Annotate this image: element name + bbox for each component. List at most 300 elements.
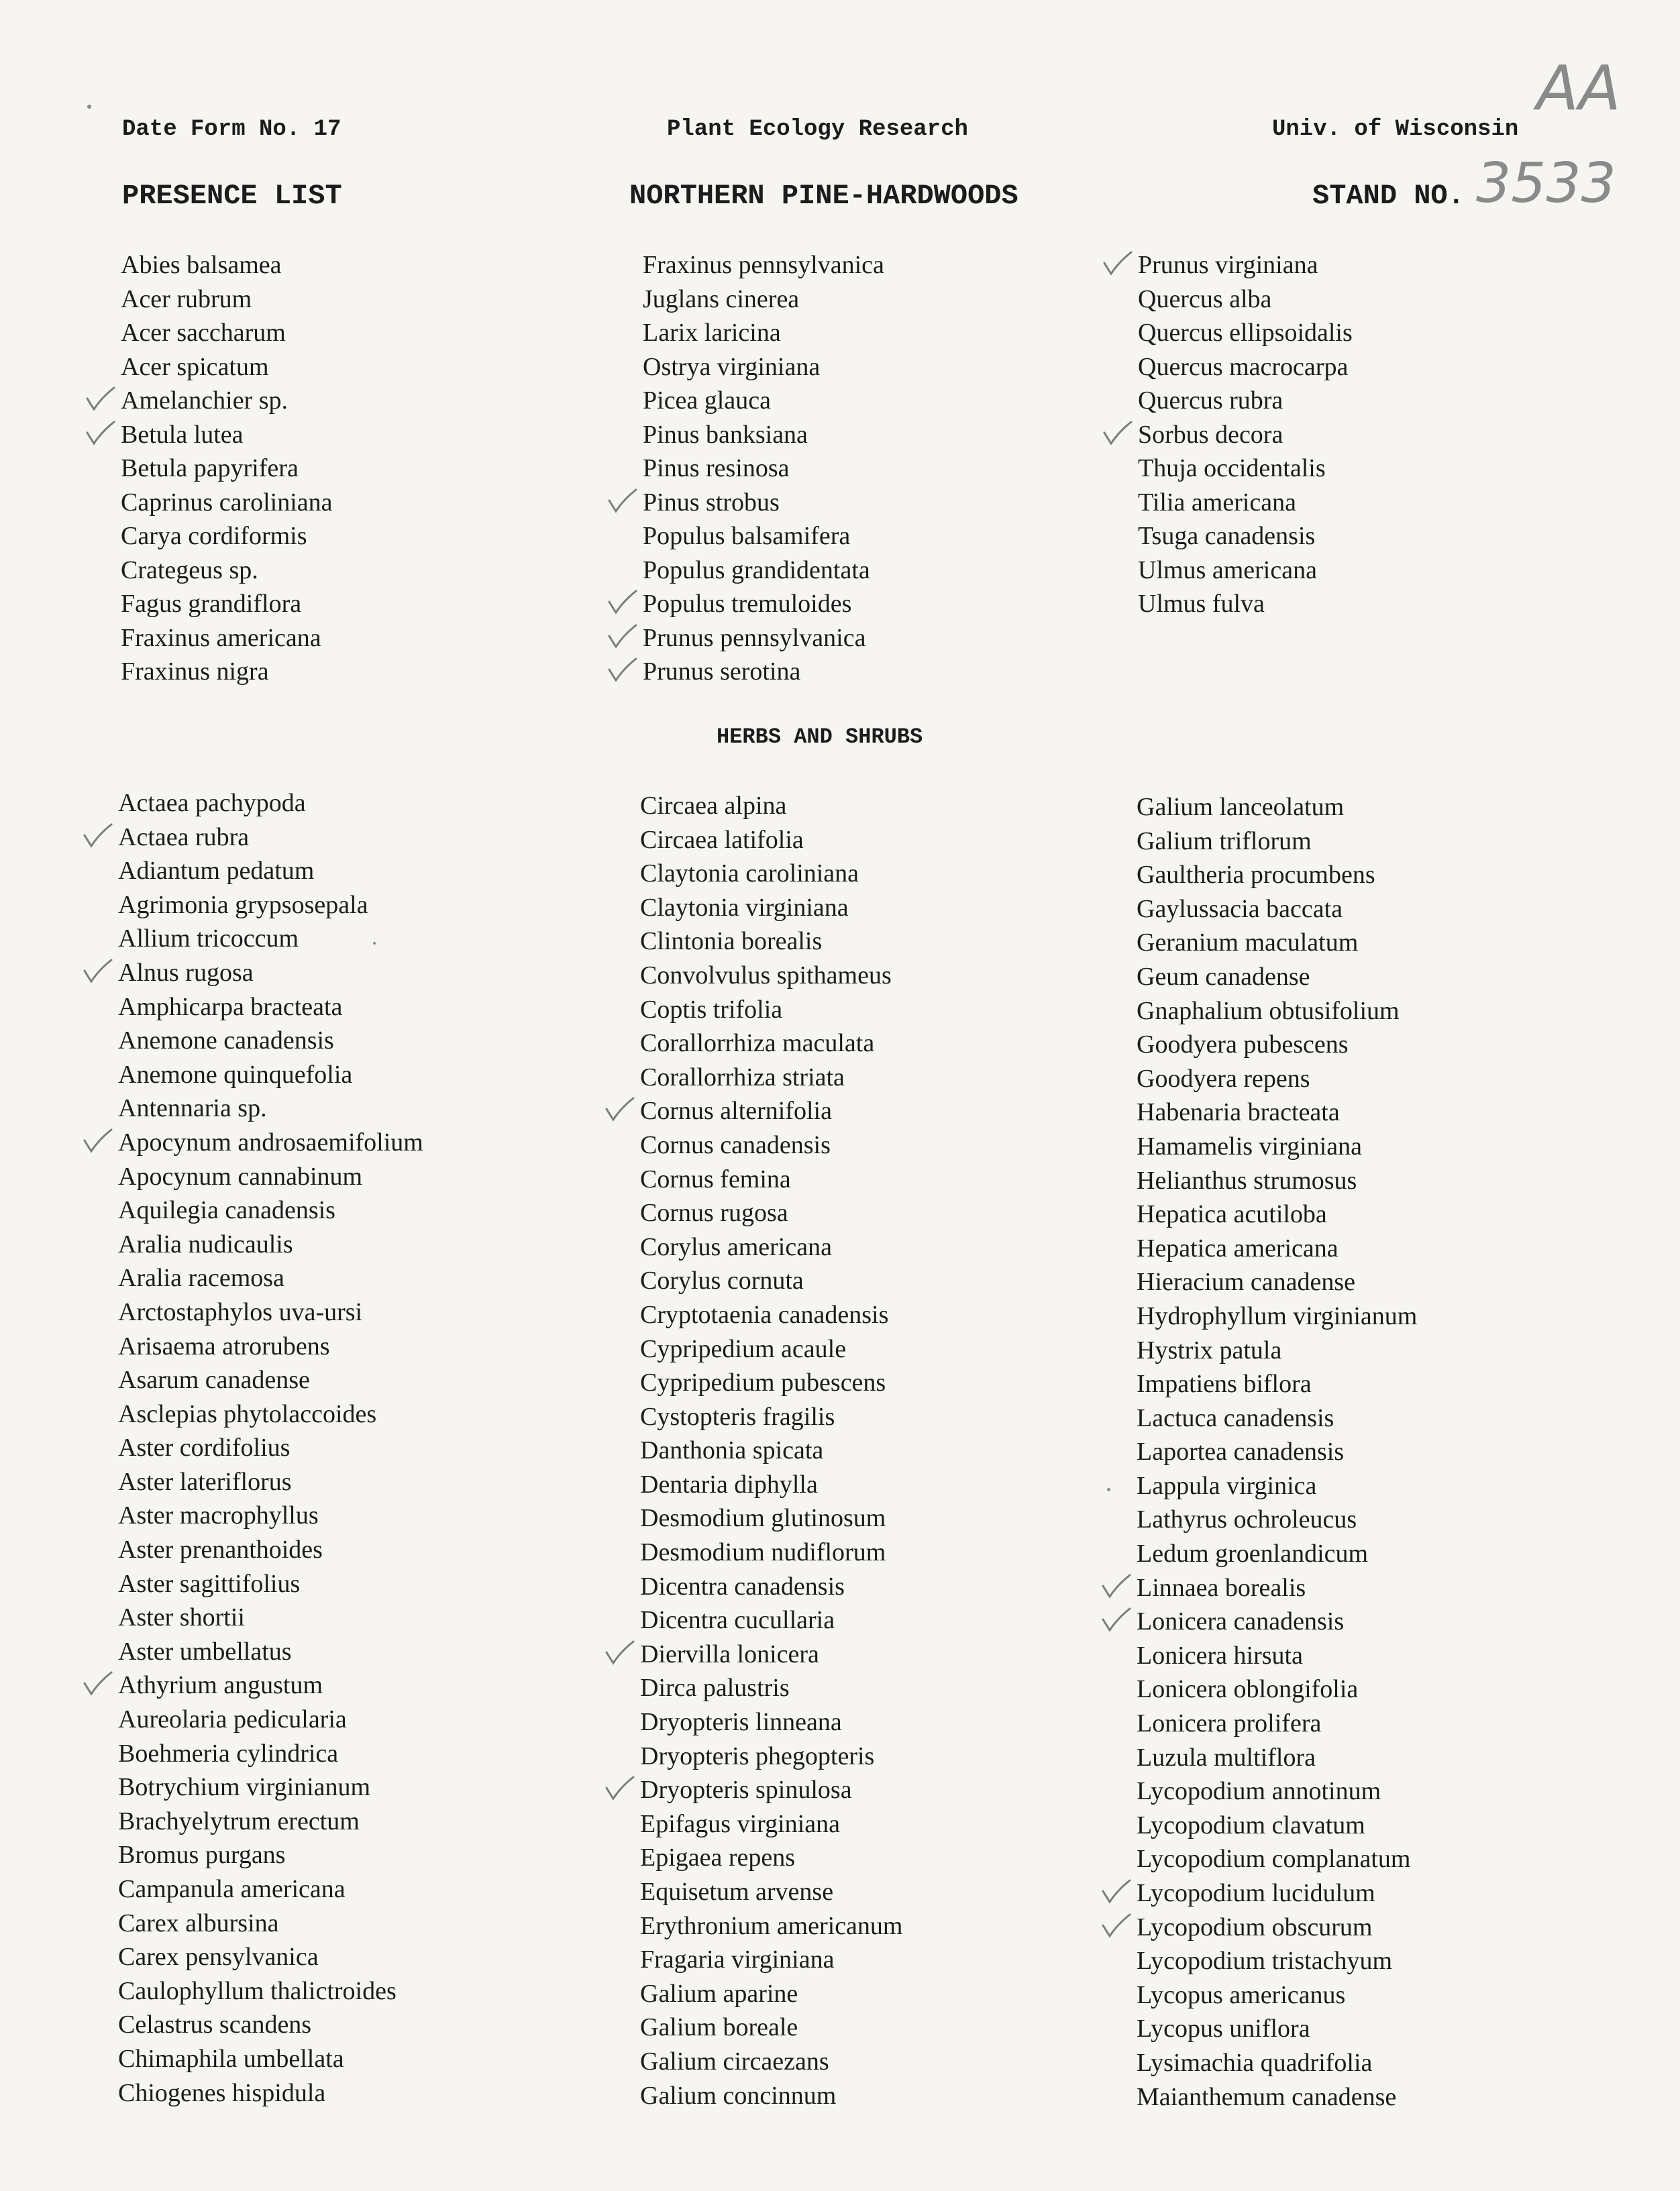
species-item [643, 553, 1126, 588]
species-name: Aster shortii [118, 1603, 245, 1632]
species-name: Corylus cornuta [640, 1267, 804, 1295]
species-item [121, 486, 604, 520]
species-name: Betula papyrifera [121, 454, 299, 482]
species-name: Boehmeria cylindrica [118, 1739, 339, 1768]
species-name: Galium lanceolatum [1137, 793, 1345, 821]
species-name: Claytonia caroliniana [640, 859, 859, 888]
species-name: Lycopodium tristachyum [1137, 1947, 1393, 1976]
species-name: Ulmus americana [1138, 555, 1317, 584]
species-name: Botrychium virginianum [118, 1773, 371, 1802]
species-item [118, 1261, 601, 1295]
species-name: Aralia racemosa [118, 1264, 284, 1293]
species-name: Gaultheria procumbens [1137, 861, 1375, 890]
species-item [118, 1091, 601, 1126]
species-item [1137, 2080, 1620, 2115]
trees-column-2 [643, 248, 1126, 689]
species-name: Apocynum cannabinum [118, 1162, 363, 1191]
herbs-shrubs-heading: HERBS AND SHRUBS [717, 725, 923, 749]
species-name: Arctostaphylos uva-ursi [118, 1297, 363, 1326]
species-item [640, 1298, 1123, 1332]
species-item [643, 486, 1126, 520]
species-name: Hystrix patula [1137, 1336, 1282, 1365]
species-item [118, 2042, 601, 2076]
species-name: Tilia americana [1138, 488, 1297, 517]
species-name: Habenaria bracteata [1137, 1098, 1340, 1127]
species-item [640, 1468, 1123, 1502]
species-item [1137, 1334, 1620, 1368]
species-item [640, 1536, 1123, 1570]
species-name: Hamamelis virginiana [1137, 1132, 1362, 1161]
species-item [640, 1501, 1123, 1536]
species-name: Cystopteris fragilis [640, 1402, 835, 1431]
species-item [1137, 1130, 1620, 1164]
species-item [1137, 790, 1620, 824]
species-name: Acer spicatum [121, 352, 269, 381]
species-item [1137, 1232, 1620, 1266]
check-mark-icon [602, 1096, 635, 1124]
species-name: Aster cordifolius [118, 1434, 291, 1462]
species-name: Corallorrhiza maculata [640, 1029, 875, 1058]
species-item [640, 2045, 1123, 2079]
species-item [643, 316, 1126, 350]
species-name: Diervilla lonicera [640, 1640, 819, 1668]
species-name: Athyrium angustum [118, 1671, 323, 1700]
species-item [118, 1805, 601, 1839]
species-name: Quercus macrocarpa [1138, 352, 1349, 381]
herbs-column-1 [118, 786, 601, 2110]
species-name: Cypripedium pubescens [640, 1369, 886, 1397]
species-item [1138, 282, 1621, 317]
species-item [121, 248, 604, 282]
check-mark-icon [605, 656, 637, 684]
species-name: Luzula multiflora [1137, 1743, 1316, 1772]
species-name: Hepatica americana [1137, 1234, 1338, 1263]
species-name: Celastrus scandens [118, 2011, 312, 2039]
check-mark-icon [605, 487, 637, 515]
species-name: Lysimachia quadrifolia [1137, 2048, 1373, 2077]
species-name: Ostrya virginiana [643, 352, 821, 381]
species-name: Dicentra cucullaria [640, 1606, 835, 1635]
species-name: Acer rubrum [121, 284, 252, 313]
species-item [118, 1228, 601, 1262]
species-item [640, 823, 1123, 857]
species-item [640, 1400, 1123, 1434]
species-item [118, 786, 601, 820]
species-name: Desmodium nudiflorum [640, 1538, 886, 1567]
species-name: Anemone canadensis [118, 1026, 334, 1055]
species-item [121, 384, 604, 418]
species-item [643, 621, 1126, 655]
species-name: Cornus rugosa [640, 1199, 788, 1228]
species-name: Aster lateriflorus [118, 1467, 292, 1496]
species-name: Epifagus virginiana [640, 1809, 840, 1838]
species-item [643, 451, 1126, 486]
species-item [643, 519, 1126, 553]
species-item [118, 1193, 601, 1228]
species-name: Juglans cinerea [643, 284, 800, 313]
species-item [640, 1773, 1123, 1807]
species-name: Allium tricoccum [118, 924, 299, 953]
species-item [1137, 1503, 1620, 1537]
species-item [1138, 418, 1621, 452]
species-name: Pinus strobus [643, 488, 780, 517]
species-item [643, 655, 1126, 689]
species-item [118, 1940, 601, 1974]
species-name: Actaea rubra [118, 822, 250, 851]
species-item [1137, 1774, 1620, 1809]
species-item [640, 1061, 1123, 1095]
species-name: Dryopteris phegopteris [640, 1742, 875, 1770]
herbs-column-3 [1137, 790, 1620, 2114]
species-name: Caulophyllum thalictroides [118, 1976, 397, 2005]
species-item [1138, 248, 1621, 282]
species-name: Aster umbellatus [118, 1637, 292, 1666]
species-name: Cornus femina [640, 1165, 791, 1193]
species-item [640, 1705, 1123, 1740]
species-item [1138, 587, 1621, 621]
check-mark-icon [605, 623, 637, 651]
species-name: Pinus banksiana [643, 420, 808, 449]
check-mark-icon [81, 1670, 113, 1698]
check-mark-icon [81, 822, 113, 850]
species-item [640, 1807, 1123, 1841]
species-name: Aureolaria pedicularia [118, 1705, 347, 1734]
species-item [118, 1330, 601, 1364]
species-name: Lonicera prolifera [1137, 1709, 1322, 1738]
species-item [118, 1295, 601, 1330]
species-item [640, 1196, 1123, 1230]
list-title: PRESENCE LIST [122, 180, 342, 212]
species-item [1138, 316, 1621, 350]
species-item [640, 2011, 1123, 2045]
species-item [118, 1397, 601, 1432]
species-name: Maianthemum canadense [1137, 2082, 1397, 2111]
species-name: Epigaea repens [640, 1843, 796, 1872]
species-name: Chimaphila umbellata [118, 2044, 344, 2073]
organization: Plant Ecology Research [667, 117, 968, 142]
species-item [640, 2079, 1123, 2113]
species-name: Galium boreale [640, 2013, 798, 2042]
species-name: Actaea pachypoda [118, 789, 306, 817]
species-item [643, 282, 1126, 317]
species-item [640, 1740, 1123, 1774]
species-item [121, 350, 604, 384]
species-name: Antennaria sp. [118, 1094, 267, 1123]
species-name: Populus grandidentata [643, 555, 870, 584]
species-item [640, 1570, 1123, 1604]
species-item [1137, 1605, 1620, 1639]
species-item [640, 1163, 1123, 1197]
species-item [118, 888, 601, 922]
species-name: Lycopodium complanatum [1137, 1845, 1411, 1874]
species-name: Campanula americana [118, 1875, 346, 1903]
species-name: Laportea canadensis [1137, 1438, 1345, 1466]
species-item [1137, 1197, 1620, 1232]
species-name: Thuja occidentalis [1138, 454, 1326, 482]
species-item [121, 519, 604, 553]
species-item [118, 956, 601, 990]
species-item [121, 621, 604, 655]
species-item [1137, 1435, 1620, 1469]
species-item [640, 1603, 1123, 1638]
species-item [1137, 1571, 1620, 1605]
species-name: Cryptotaenia canadensis [640, 1300, 889, 1329]
species-item [640, 1026, 1123, 1061]
species-item [118, 1737, 601, 1771]
species-name: Anemone quinquefolia [118, 1060, 353, 1089]
species-name: Corallorrhiza striata [640, 1063, 845, 1091]
species-item [1137, 2012, 1620, 2046]
species-name: Gaylussacia baccata [1137, 894, 1343, 923]
species-name: Fraxinus pennsylvanica [643, 251, 884, 279]
species-item [1137, 1978, 1620, 2013]
species-name: Lycopodium obscurum [1137, 1913, 1373, 1941]
species-item [1137, 960, 1620, 994]
species-name: Fragaria virginiana [640, 1945, 835, 1974]
species-name: Prunus pennsylvanica [643, 623, 866, 652]
species-item [118, 1126, 601, 1160]
species-name: Lathyrus ochroleucus [1137, 1505, 1357, 1534]
species-name: Clintonia borealis [640, 927, 823, 956]
species-name: Cornus alternifolia [640, 1097, 832, 1126]
species-item [118, 1024, 601, 1058]
species-item [1137, 1469, 1620, 1503]
species-name: Quercus rubra [1138, 386, 1283, 415]
species-name: Linnaea borealis [1137, 1573, 1306, 1602]
species-name: Dryopteris linneana [640, 1708, 842, 1737]
community-title: NORTHERN PINE-HARDWOODS [629, 180, 1018, 212]
trees-column-3 [1138, 248, 1621, 621]
species-item [1137, 858, 1620, 892]
species-name: Convolvulus spithameus [640, 961, 892, 990]
species-name: Dirca palustris [640, 1674, 790, 1703]
species-item [640, 1332, 1123, 1367]
species-item [121, 282, 604, 317]
species-item [118, 1363, 601, 1397]
species-name: Lonicera canadensis [1137, 1607, 1345, 1636]
species-name: Aster sagittifolius [118, 1569, 301, 1598]
species-item [1137, 824, 1620, 859]
species-name: Dicentra canadensis [640, 1572, 845, 1601]
species-item [1137, 1639, 1620, 1673]
species-item [1137, 1672, 1620, 1707]
check-mark-icon [81, 1127, 113, 1155]
species-item [1137, 1096, 1620, 1130]
species-item [118, 1499, 601, 1533]
corner-handwritten-mark: AA [1536, 52, 1621, 124]
species-item [118, 820, 601, 855]
species-name: Asclepias phytolaccoides [118, 1399, 377, 1428]
species-name: Hepatica acutiloba [1137, 1200, 1327, 1229]
species-item [640, 891, 1123, 925]
species-name: Quercus alba [1138, 284, 1272, 313]
species-name: Gnaphalium obtusifolium [1137, 996, 1400, 1025]
species-item [1137, 1028, 1620, 1062]
species-name: Galium triflorum [1137, 826, 1312, 855]
species-name: Goodyera repens [1137, 1064, 1310, 1093]
species-name: Helianthus strumosus [1137, 1166, 1357, 1195]
species-item [118, 1872, 601, 1907]
species-item [1137, 1401, 1620, 1436]
species-item [1137, 1944, 1620, 1978]
species-item [1138, 350, 1621, 384]
species-name: Galium circaezans [640, 2047, 829, 2076]
herbs-column-2 [640, 789, 1123, 2113]
species-name: Carya cordiformis [121, 522, 307, 550]
university: Univ. of Wisconsin [1272, 117, 1519, 142]
species-item [1137, 892, 1620, 926]
species-item [118, 990, 601, 1024]
species-name: Abies balsamea [121, 251, 282, 279]
species-name: Dentaria diphylla [640, 1470, 818, 1499]
species-name: Aster prenanthoides [118, 1536, 323, 1564]
species-item [1137, 2046, 1620, 2080]
species-name: Equisetum arvense [640, 1878, 834, 1906]
species-name: Chiogenes hispidula [118, 2078, 326, 2107]
species-name: Lycopodium annotinum [1137, 1777, 1381, 1806]
paper-speck [1107, 1488, 1110, 1491]
species-item [640, 1128, 1123, 1163]
species-name: Larix laricina [643, 319, 781, 347]
species-name: Lappula virginica [1137, 1471, 1317, 1500]
species-item [643, 418, 1126, 452]
species-item [640, 959, 1123, 993]
species-item [640, 1909, 1123, 1943]
species-item [121, 655, 604, 689]
species-item [1138, 553, 1621, 588]
species-item [643, 587, 1126, 621]
paper-speck [373, 942, 376, 945]
species-item [640, 1671, 1123, 1705]
species-name: Picea glauca [643, 386, 771, 415]
species-item [640, 1434, 1123, 1468]
species-name: Galium aparine [640, 1979, 798, 2008]
species-name: Crategeus sp. [121, 555, 258, 584]
species-name: Ulmus fulva [1138, 590, 1265, 618]
species-name: Aster macrophyllus [118, 1501, 319, 1530]
species-name: Lycopodium lucidulum [1137, 1879, 1375, 1907]
species-item [1137, 1299, 1620, 1334]
species-name: Coptis trifolia [640, 995, 783, 1024]
species-item [121, 316, 604, 350]
species-name: Lonicera hirsuta [1137, 1641, 1303, 1670]
species-item [1137, 1741, 1620, 1775]
species-item [1137, 1707, 1620, 1741]
species-item [1137, 994, 1620, 1028]
species-item [640, 857, 1123, 891]
species-item [643, 384, 1126, 418]
species-item [118, 1838, 601, 1872]
species-item [640, 1875, 1123, 1909]
species-name: Caprinus caroliniana [121, 488, 333, 517]
species-name: Prunus virginiana [1138, 251, 1318, 279]
species-item [1137, 1809, 1620, 1843]
species-name: Amphicarpa bracteata [118, 992, 343, 1021]
species-name: Aralia nudicaulis [118, 1230, 293, 1259]
species-item [1137, 926, 1620, 960]
species-name: Hydrophyllum virginianum [1137, 1301, 1418, 1330]
species-item [1138, 384, 1621, 418]
stand-label: STAND NO. [1312, 180, 1465, 212]
species-name: Fraxinus nigra [121, 657, 269, 686]
species-name: Ledum groenlandicum [1137, 1540, 1369, 1568]
species-item [118, 1703, 601, 1737]
species-item [118, 1601, 601, 1635]
species-name: Geranium maculatum [1137, 928, 1359, 957]
species-name: Sorbus decora [1138, 420, 1283, 449]
species-name: Goodyera pubescens [1137, 1030, 1349, 1059]
species-item [118, 2008, 601, 2042]
species-item [640, 1638, 1123, 1672]
species-name: Populus balsamifera [643, 522, 851, 550]
species-name: Quercus ellipsoidalis [1138, 319, 1353, 347]
species-name: Cypripedium acaule [640, 1334, 847, 1363]
species-item [640, 924, 1123, 959]
species-name: Galium concinnum [640, 2081, 837, 2110]
species-item [118, 1160, 601, 1194]
species-name: Cornus canadensis [640, 1130, 831, 1159]
species-item [1137, 1164, 1620, 1198]
species-name: Hieracium canadense [1137, 1268, 1355, 1297]
species-name: Lycopus uniflora [1137, 2015, 1310, 2043]
species-item [640, 789, 1123, 823]
species-item [118, 1465, 601, 1499]
species-name: Apocynum androsaemifolium [118, 1128, 423, 1157]
species-item [118, 1668, 601, 1703]
species-item [121, 418, 604, 452]
species-item [640, 1264, 1123, 1298]
species-item [640, 1943, 1123, 1977]
species-item [118, 1431, 601, 1465]
species-item [118, 2076, 601, 2110]
species-name: Circaea latifolia [640, 825, 804, 854]
species-name: Alnus rugosa [118, 958, 254, 987]
species-item [121, 451, 604, 486]
species-name: Fagus grandiflora [121, 590, 302, 618]
species-item [640, 1094, 1123, 1128]
species-item [121, 553, 604, 588]
species-name: Arisaema atrorubens [118, 1332, 330, 1360]
species-name: Brachyelytrum erectum [118, 1807, 360, 1835]
check-mark-icon [602, 1774, 635, 1803]
species-item [1137, 1367, 1620, 1401]
check-mark-icon [81, 957, 113, 985]
species-item [1138, 519, 1621, 553]
species-item [1137, 1876, 1620, 1911]
species-item [640, 1366, 1123, 1400]
species-item [118, 854, 601, 888]
species-name: Aquilegia canadensis [118, 1196, 335, 1225]
check-mark-icon [605, 588, 637, 617]
species-item [1137, 1062, 1620, 1096]
species-name: Desmodium glutinosum [640, 1504, 886, 1533]
species-name: Lycopus americanus [1137, 1980, 1346, 2009]
species-name: Geum canadense [1137, 962, 1310, 991]
species-name: Pinus resinosa [643, 454, 790, 482]
paper-speck [87, 105, 91, 109]
species-name: Amelanchier sp. [121, 386, 288, 415]
species-item [643, 248, 1126, 282]
species-name: Circaea alpina [640, 792, 787, 820]
species-name: Fraxinus americana [121, 623, 321, 652]
species-name: Tsuga canadensis [1138, 522, 1316, 550]
species-item [118, 1533, 601, 1567]
species-item [118, 922, 601, 956]
species-item [118, 1770, 601, 1805]
species-name: Lonicera oblongifolia [1137, 1675, 1359, 1704]
species-item [1137, 1265, 1620, 1299]
species-name: Claytonia virginiana [640, 893, 849, 922]
